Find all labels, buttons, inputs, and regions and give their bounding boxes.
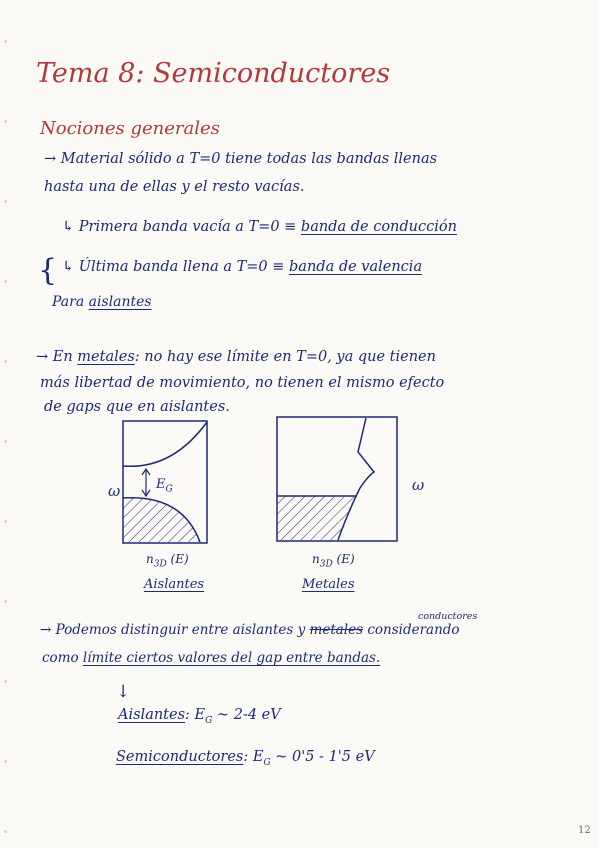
insulator-x-n: n bbox=[146, 552, 154, 566]
semiconductors-range-value: ~ 0'5 - 1'5 eV bbox=[270, 749, 375, 765]
left-brace: { bbox=[38, 253, 58, 288]
insulators-range-colon: : bbox=[185, 707, 195, 723]
definition-valence-text: ↳ Última banda llena a T=0 ≡ bbox=[62, 259, 290, 275]
semiconductors-range-colon: : bbox=[243, 749, 253, 765]
down-arrow: ↓ bbox=[116, 682, 131, 702]
insulators-gap-range bbox=[118, 708, 281, 726]
definition-valence-band bbox=[62, 260, 422, 275]
paragraph-2-line-2: más libertad de movimiento, no tienen el mismo efecto bbox=[40, 375, 445, 391]
paragraph-3-line-2 bbox=[42, 652, 380, 666]
definition-conduction-band bbox=[62, 220, 457, 235]
insulators-range-label: Aislantes bbox=[118, 707, 186, 723]
insulators-note bbox=[52, 295, 152, 309]
metals-term: metales bbox=[77, 349, 135, 365]
semiconductors-range-sub: G bbox=[263, 757, 271, 768]
paragraph-3-intro: → Podemos distinguir entre aislantes y bbox=[40, 622, 310, 638]
insulators-note-text: Para bbox=[52, 294, 89, 310]
insulator-x-sub: 3D bbox=[153, 559, 167, 570]
insulator-gap-label bbox=[156, 478, 173, 495]
paragraph-2-line-3: de gaps que en aislantes. bbox=[44, 399, 230, 415]
paragraph-1-line-1: → Material sólido a T=0 tiene todas las bandas llenas bbox=[44, 151, 438, 167]
conductors-annotation: conductores bbox=[418, 611, 478, 622]
semiconductors-gap-range bbox=[116, 750, 375, 768]
insulators-term: aislantes bbox=[88, 294, 152, 310]
insulator-y-axis-label: ω bbox=[108, 482, 121, 500]
conduction-band-term: banda de conducción bbox=[300, 219, 457, 235]
insulator-gap-sub: G bbox=[165, 484, 173, 495]
insulator-x-axis-label bbox=[146, 553, 189, 569]
paragraph-3-line-2-pre: como bbox=[42, 650, 83, 666]
definition-conduction-text: ↳ Primera banda vacía a T=0 ≡ bbox=[62, 219, 301, 235]
paragraph-3-rest: considerando bbox=[363, 622, 460, 638]
page-title: Tema 8: Semiconductores bbox=[36, 58, 391, 89]
metal-y-axis-label: ω bbox=[412, 476, 425, 494]
metal-x-axis-label bbox=[312, 553, 355, 569]
section-heading: Nociones generales bbox=[40, 118, 220, 139]
insulators-range-value: ~ 2-4 eV bbox=[212, 707, 281, 723]
metal-x-sub: 3D bbox=[319, 559, 333, 570]
metal-band-diagram bbox=[276, 416, 398, 542]
semiconductors-range-e: E bbox=[252, 749, 264, 765]
paragraph-2-line-1 bbox=[36, 350, 436, 365]
metal-x-arg: (E) bbox=[336, 552, 355, 566]
valence-band-term: banda de valencia bbox=[289, 259, 423, 275]
paragraph-2-intro: → En bbox=[36, 349, 78, 365]
paragraph-1-line-2: hasta una de ellas y el resto vacías. bbox=[44, 179, 305, 195]
metal-x-n: n bbox=[312, 552, 320, 566]
paragraph-2-rest: : no hay ese límite en T=0, ya que tienen bbox=[134, 349, 436, 365]
insulator-gap-e: E bbox=[156, 477, 166, 492]
limit-term: límite bbox=[82, 650, 123, 666]
paragraph-3-line-1 bbox=[40, 624, 460, 638]
page-number: 12 bbox=[578, 825, 591, 836]
metal-caption: Metales bbox=[302, 577, 355, 592]
insulator-x-arg: (E) bbox=[170, 552, 189, 566]
insulators-range-e: E bbox=[194, 707, 206, 723]
insulator-caption: Aislantes bbox=[144, 577, 205, 592]
insulators-range-sub: G bbox=[205, 715, 213, 726]
paragraph-3-line-2-post: ciertos valores del gap entre bandas. bbox=[122, 650, 381, 666]
semiconductors-range-label: Semiconductores bbox=[116, 749, 244, 765]
metals-struck: metales bbox=[309, 622, 364, 638]
